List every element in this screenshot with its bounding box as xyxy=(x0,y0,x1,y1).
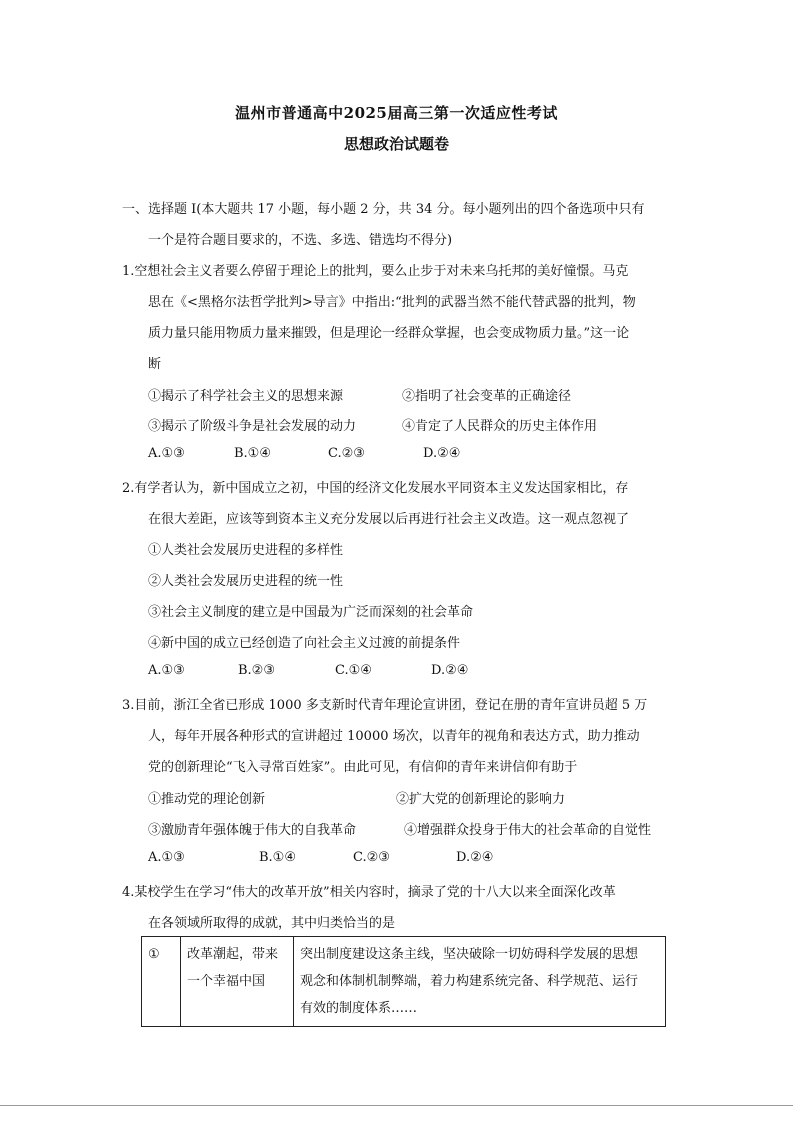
q2-choice-b: B.②③ xyxy=(238,663,275,678)
row-theme xyxy=(181,937,294,1027)
section-heading: 一、选择题 I(本大题共 17 小题，每小题 2 分，共 34 分。每小题列出的四个备选项中只有 xyxy=(122,202,645,217)
q3-stem-2: 人，每年开展各种形式的宣讲超过 10000 场次，以青年的视角和表达方式，助力推动 xyxy=(148,729,640,744)
q1-choice-b: B.①④ xyxy=(234,446,271,461)
row-description xyxy=(294,937,666,1027)
q1-choice-d: D.②④ xyxy=(423,446,461,461)
q1-statement-1: ①揭示了科学社会主义的思想来源 xyxy=(148,389,344,404)
q1-statement-2: ②指明了社会变革的正确途径 xyxy=(402,389,572,404)
q3-choice-a: A.①③ xyxy=(148,850,185,865)
q3-choice-c: C.②③ xyxy=(353,850,390,865)
q1-stem-4: 断 xyxy=(148,357,162,372)
q1-statement-4: ④肯定了人民群众的历史主体作用 xyxy=(402,419,598,434)
section-heading-cont: 一个是符合题目要求的，不选、多选、错选均不得分) xyxy=(148,233,453,248)
q3-statement-4: ④增强群众投身于伟大的社会革命的自觉性 xyxy=(404,823,652,838)
q2-choice-c: C.①④ xyxy=(335,663,372,678)
row-desc-line-1: 突出制度建设这条主线，坚决破除一切妨碍科学发展的思想 xyxy=(300,947,639,962)
q2-choice-a: A.①③ xyxy=(148,663,185,678)
q1-stem-3: 质力量只能用物质力量来摧毁，但是理论一经群众掌握，也会变成物质力量。”这一论 xyxy=(148,326,630,341)
q3-stem-3: 党的创新理论“飞入寻常百姓家”。由此可见，有信仰的青年来讲信仰有助于 xyxy=(148,760,578,775)
q2-statement-4: ④新中国的成立已经创造了向社会主义过渡的前提条件 xyxy=(148,636,461,651)
q4-table xyxy=(141,936,666,1027)
row-desc-line-3: 有效的制度体系…… xyxy=(300,1001,418,1016)
q4-stem: 4.某校学生在学习“伟大的改革开放”相关内容时，摘录了党的十八大以来全面深化改革 xyxy=(122,885,616,900)
q3-statement-1: ①推动党的理论创新 xyxy=(148,792,266,807)
q4-stem-2: 在各领域所取得的成就，其中归类恰当的是 xyxy=(148,916,396,931)
q2-statement-3: ③社会主义制度的建立是中国最为广泛而深刻的社会革命 xyxy=(148,605,474,620)
row-number: ① xyxy=(142,937,181,1027)
q3-choice-d: D.②④ xyxy=(456,850,494,865)
q2-statement-1: ①人类社会发展历史进程的多样性 xyxy=(148,543,344,558)
q1-choice-a: A.①③ xyxy=(148,446,185,461)
q3-statement-3: ③激励青年强体魄于伟大的自我革命 xyxy=(148,823,357,838)
q2-stem: 2.有学者认为，新中国成立之初，中国的经济文化发展水平同资本主义发达国家相比，存 xyxy=(122,481,629,496)
table-row xyxy=(142,937,666,1027)
q1-statement-3: ③揭示了阶级斗争是社会发展的动力 xyxy=(148,419,357,434)
q3-stem: 3.目前，浙江全省已形成 1000 多支新时代青年理论宣讲团，登记在册的青年宣讲员超 5 万 xyxy=(122,698,648,713)
q2-stem-2: 在很大差距，应该等到资本主义充分发展以后再进行社会主义改造。这一观点忽视了 xyxy=(148,512,630,527)
q2-choice-d: D.②④ xyxy=(431,663,469,678)
row-theme-line-2: 一个幸福中国 xyxy=(187,974,266,989)
q3-statement-2: ②扩大党的创新理论的影响力 xyxy=(396,792,566,807)
q1-stem: 1.空想社会主义者要么停留于理论上的批判，要么止步于对未来乌托邦的美好憧憬。马克 xyxy=(122,264,629,279)
row-theme-line-1: 改革潮起，带来 xyxy=(187,947,279,962)
exam-title: 温州市普通高中2025届高三第一次适应性考试 xyxy=(235,104,558,122)
footer-divider xyxy=(0,1105,793,1106)
exam-subtitle: 思想政治试题卷 xyxy=(343,135,449,153)
q3-choice-b: B.①④ xyxy=(259,850,296,865)
q1-stem-2: 思在《<黑格尔法哲学批判>导言》中指出:“批判的武器当然不能代替武器的批判，物 xyxy=(148,295,636,310)
q1-choice-c: C.②③ xyxy=(328,446,365,461)
q2-statement-2: ②人类社会发展历史进程的统一性 xyxy=(148,574,344,589)
row-desc-line-2: 观念和体制机制弊端，着力构建系统完备、科学规范、运行 xyxy=(300,974,639,989)
